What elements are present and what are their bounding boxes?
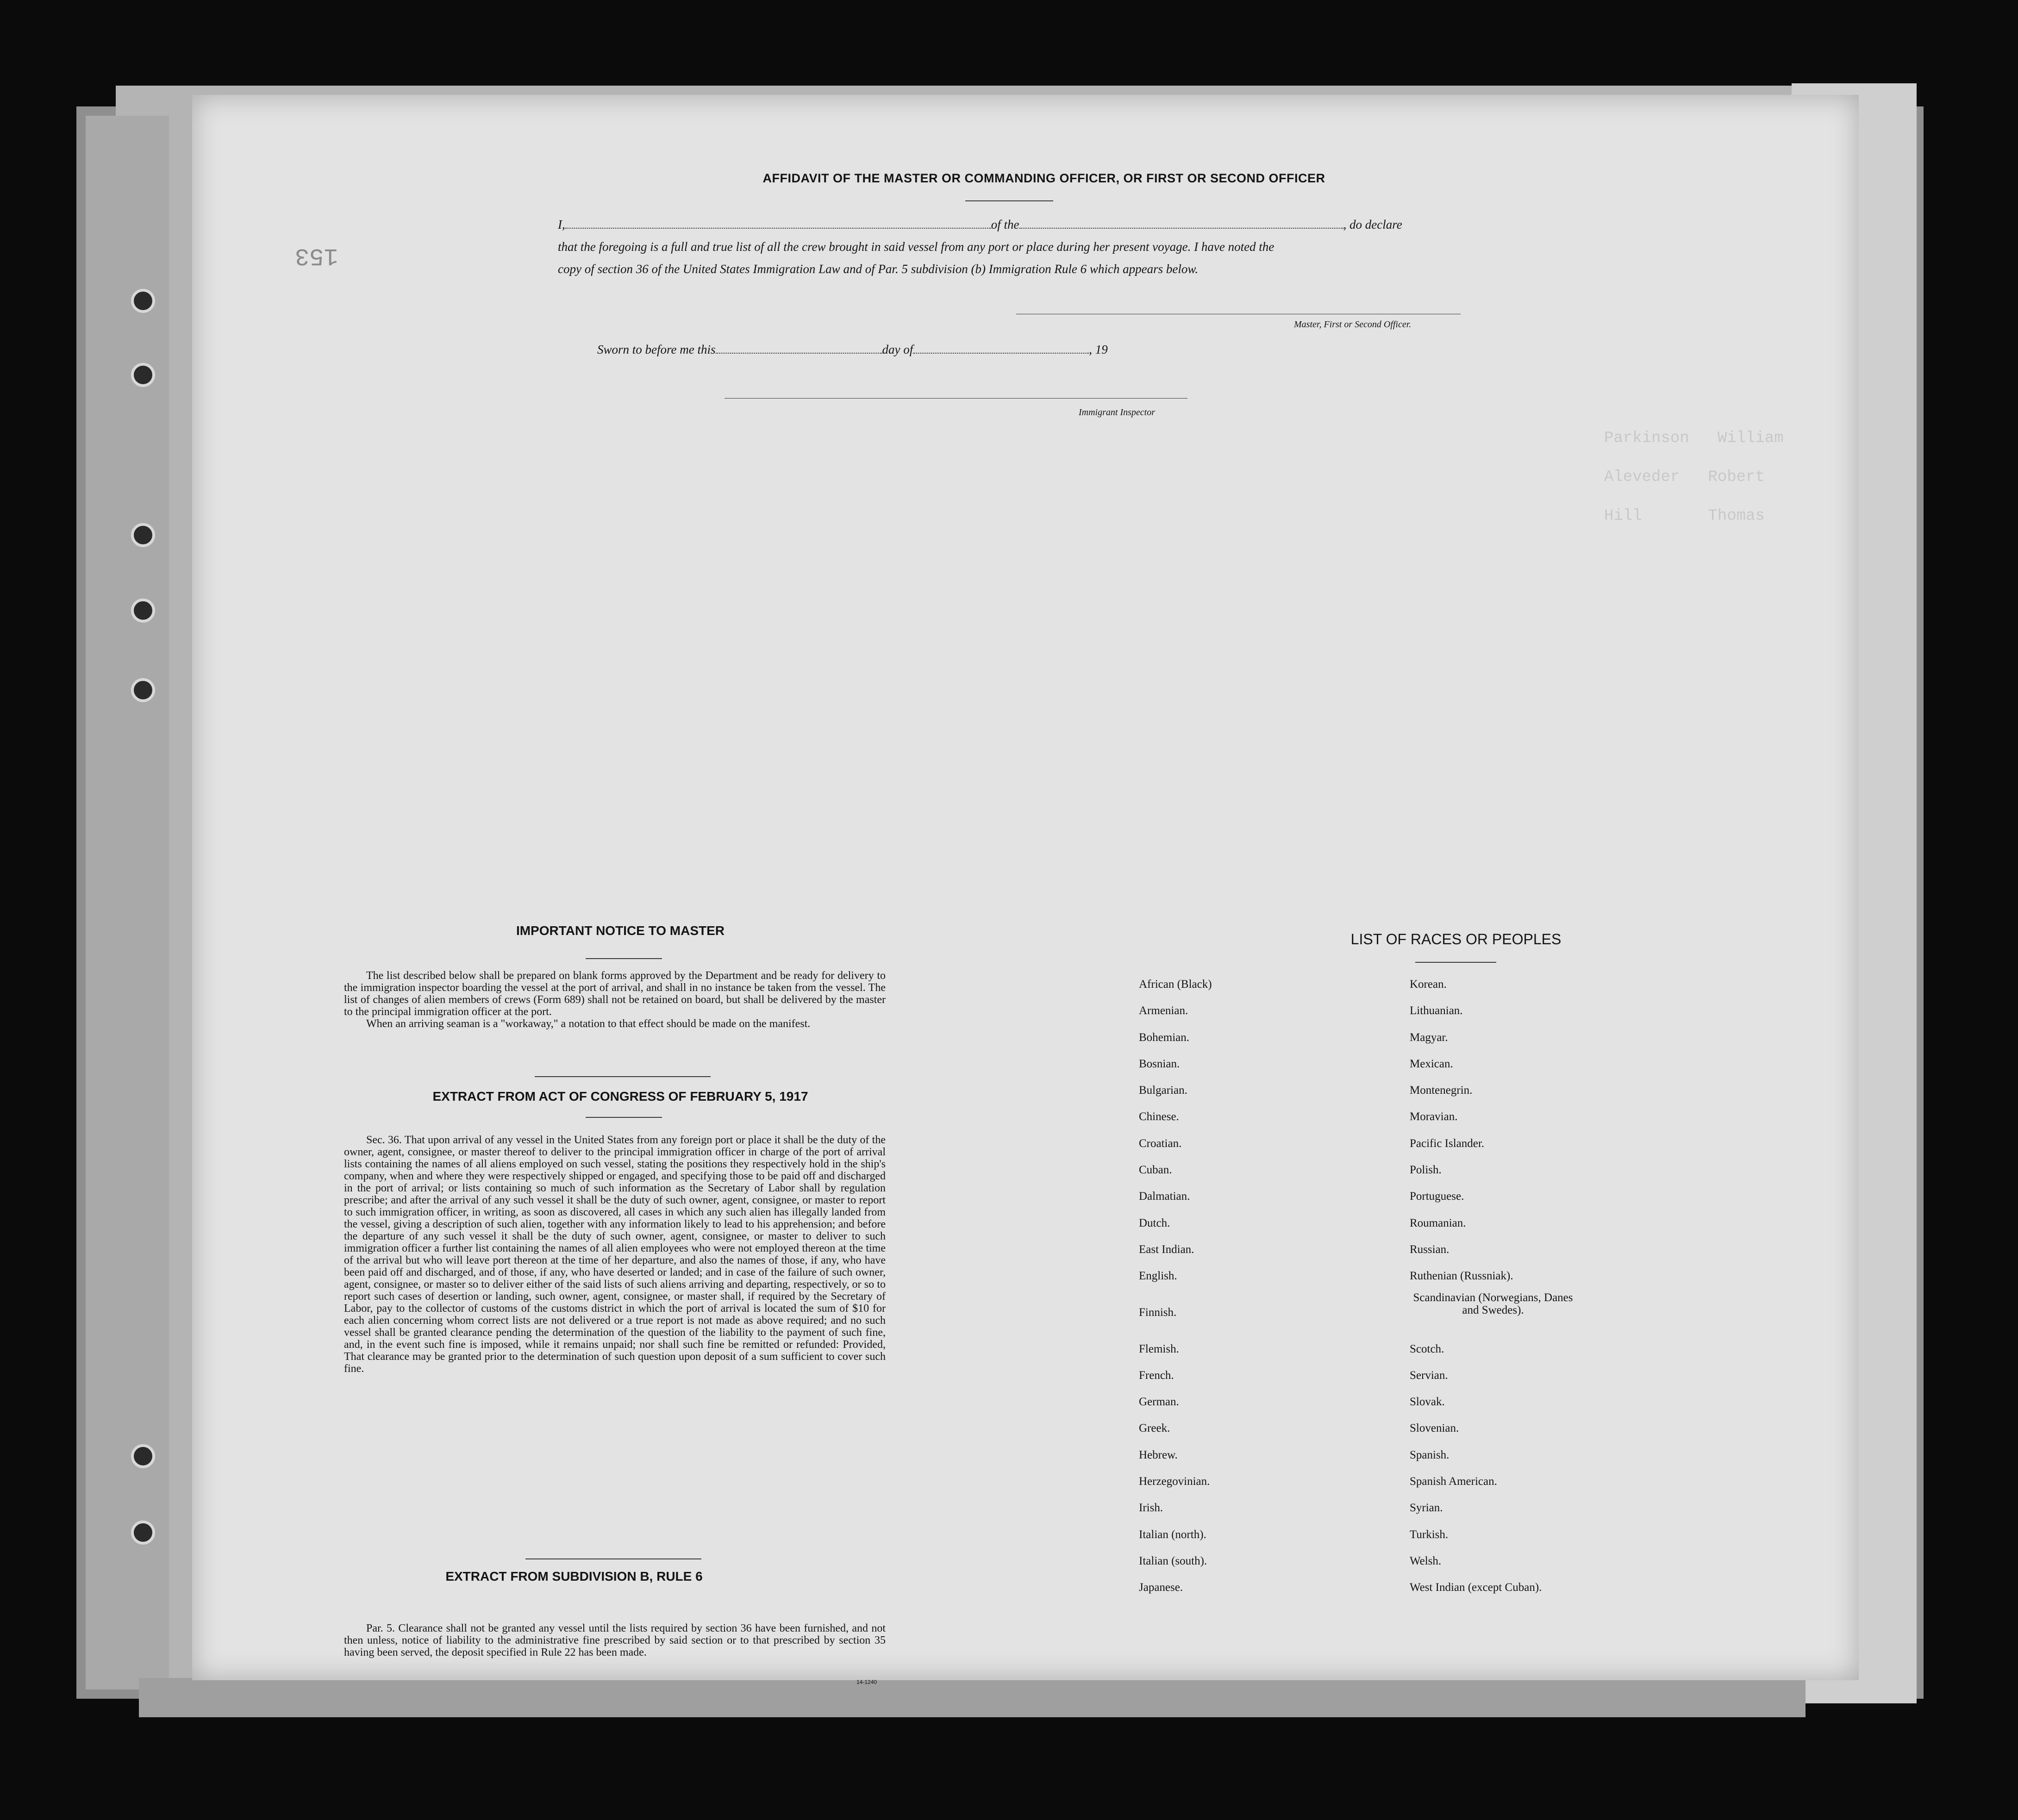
sworn-date-blank	[716, 353, 882, 354]
act-extract-title: EXTRACT FROM ACT OF CONGRESS OF FEBRUARY 5, 1917	[432, 1089, 808, 1103]
race-item: French.	[1139, 1369, 1174, 1382]
race-item: Armenian.	[1139, 1004, 1188, 1017]
sworn-month-blank	[913, 353, 1089, 354]
race-item: Italian (south).	[1139, 1554, 1207, 1567]
i-label: I,	[558, 218, 565, 231]
race-item: Irish.	[1139, 1502, 1163, 1515]
race-item: West Indian (except Cuban).	[1410, 1581, 1542, 1594]
race-item: Cuban.	[1139, 1164, 1172, 1177]
declaration-line	[558, 218, 1402, 232]
notice-title: IMPORTANT NOTICE TO MASTER	[516, 923, 725, 938]
notice-paragraph: The list described below shall be prepared on blank forms approved by the Department and be ready for delivery to the immigration inspector boarding the vessel at the port of arrival, and shall in no instance be taken from the vessel. The list of changes of alien members of crews (Form 689) shall not be retained on board, but shall be delivered by the master to the principal immigration officer at the port.	[344, 970, 886, 1018]
race-item: Slovak.	[1410, 1396, 1445, 1409]
binding-hole-icon	[131, 523, 155, 547]
race-item: Mexican.	[1410, 1057, 1453, 1070]
do-declare-label: , do declare	[1343, 218, 1402, 231]
sworn-line	[597, 343, 1108, 357]
race-item: Herzegovinian.	[1139, 1475, 1210, 1488]
binding-hole-icon	[131, 1444, 155, 1468]
manifest-page	[192, 95, 1859, 1685]
bottom-fold	[139, 1678, 1806, 1717]
race-item: German.	[1139, 1396, 1179, 1409]
race-item: Polish.	[1410, 1164, 1442, 1177]
races-right-column	[1410, 971, 1576, 1601]
divider	[1415, 962, 1496, 963]
affidavit-title: AFFIDAVIT OF THE MASTER OR COMMANDING OFFICER, OR FIRST OR SECOND OFFICER	[762, 171, 1325, 185]
race-item: Dutch.	[1139, 1216, 1170, 1229]
divider	[965, 200, 1053, 201]
binding-hole-icon	[131, 1521, 155, 1545]
race-item: Hebrew.	[1139, 1448, 1178, 1461]
name-blank	[565, 228, 991, 229]
binding-hole-icon	[131, 289, 155, 313]
race-item: Russian.	[1410, 1243, 1449, 1256]
race-item: Montenegrin.	[1410, 1084, 1473, 1097]
race-item: Bohemian.	[1139, 1031, 1190, 1044]
rule-extract-title: EXTRACT FROM SUBDIVISION B, RULE 6	[445, 1569, 703, 1583]
race-item: Lithuanian.	[1410, 1004, 1463, 1017]
inspector-signature-line	[725, 398, 1187, 399]
day-of-label: day of	[882, 343, 913, 356]
race-item: Slovenian.	[1410, 1422, 1459, 1435]
races-left-column	[1139, 971, 1212, 1601]
year-label: , 19	[1089, 343, 1108, 356]
race-item: Bulgarian.	[1139, 1084, 1187, 1097]
race-item: Scotch.	[1410, 1342, 1444, 1355]
of-the-label: of the	[991, 218, 1019, 231]
divider	[586, 958, 662, 959]
form-number: 14-1240	[856, 1679, 877, 1685]
divider	[535, 1076, 711, 1077]
notice-text	[344, 970, 886, 1030]
race-item: Korean.	[1410, 978, 1447, 991]
race-item: Ruthenian (Russniak).	[1410, 1270, 1513, 1283]
race-item: Turkish.	[1410, 1528, 1449, 1541]
race-item: Spanish.	[1410, 1448, 1449, 1461]
race-item: Roumanian.	[1410, 1216, 1466, 1229]
declaration-text: that the foregoing is a full and true list of all the crew brought in said vessel from any port or place during her present voyage. I have noted the	[558, 240, 1275, 254]
race-item: Scandinavian (Norwegians, Danes and Swedes).	[1413, 1291, 1573, 1316]
race-item: Finnish.	[1139, 1306, 1177, 1319]
race-item: Japanese.	[1139, 1581, 1183, 1594]
race-item: Chinese.	[1139, 1110, 1179, 1123]
declaration-text: copy of section 36 of the United States Immigration Law and of Par. 5 subdivision (b) Immigration Rule 6 which appears below.	[558, 262, 1199, 276]
race-item: Bosnian.	[1139, 1057, 1180, 1070]
divider	[586, 1117, 662, 1118]
race-item: Moravian.	[1410, 1110, 1458, 1123]
left-binding-strip	[86, 116, 169, 1689]
inspector-caption: Immigrant Inspector	[1079, 407, 1155, 418]
race-item: Welsh.	[1410, 1554, 1442, 1567]
race-item: Italian (north).	[1139, 1528, 1206, 1541]
race-item: Syrian.	[1410, 1502, 1443, 1515]
race-item: Pacific Islander.	[1410, 1137, 1485, 1150]
master-caption: Master, First or Second Officer.	[1294, 319, 1412, 330]
act-extract-text	[344, 1134, 886, 1375]
sworn-label: Sworn to before me this	[597, 343, 716, 356]
rule-extract-text	[344, 1622, 886, 1658]
race-item: East Indian.	[1139, 1243, 1194, 1256]
races-title: LIST OF RACES OR PEOPLES	[1350, 931, 1562, 947]
bleed-through-text: Parkinson William Aleveder Robert Hill Thomas	[1604, 430, 1784, 525]
race-item: African (Black)	[1139, 978, 1212, 991]
act-section-36: Sec. 36. That upon arrival of any vessel in the United States from any foreign port or place it shall be the duty of the owner, agent, consignee, or master thereof to deliver to the principal immigration officer in charge of the port of arrival lists containing the names of all aliens employed on such vessel, stating the positions they respectively hold in the ship's company, when and where they were respectively shipped or engaged, and specifying those to be paid off and discharged in the port of arrival; or lists containing so much of such information as the Secretary of Labor shall by regulation prescribe; and after the arrival of any such vessel it shall be the duty of such owner, agent, consignee, or master to report to such immigration officer, in writing, as soon as discovered, all cases in which any such alien has illegally landed from the vessel, giving a description of such alien, together with any information likely to lead to his apprehension; and before the departure of any such vessel it shall be the duty of such owner, agent, consignee, or master to deliver to such immigration officer a further list containing the names of all alien employees who were not employed thereon at the time of the arrival but who will leave port thereon at the time of her departure, and also the names of those, if any, who have been paid off and discharged, and of those, if any, who have deserted or landed; and in case of the failure of such owner, agent, consignee, or master so to deliver either of the said lists of such aliens arriving and departing, respectively, or so to report such cases of desertion or landing, such owner, agent, consignee, or master shall, if required by the Secretary of Labor, pay to the collector of customs of the customs district in which the port of arrival is located the sum of $10 for each alien concerning whom correct lists are not delivered or a true report is not made as above required; and no such vessel shall be granted clearance pending the determination of the question of the liability to the payment of such fine, and, in the event such fine is imposed, while it remains unpaid; nor shall such fine be remitted or refunded: Provided, That clearance may be granted prior to the determination of such question upon deposit of a sum sufficient to cover such fine.	[344, 1134, 886, 1375]
race-item: Croatian.	[1139, 1137, 1182, 1150]
race-item: Greek.	[1139, 1422, 1170, 1435]
race-item: Flemish.	[1139, 1342, 1179, 1355]
binding-hole-icon	[131, 598, 155, 623]
rule-paragraph: Par. 5. Clearance shall not be granted any vessel until the lists required by section 36 have been furnished, and not then unless, notice of liability to the administrative fine prescribed by said section or to that prescribed by section 35 having been served, the deposit specified in Rule 22 has been made.	[344, 1622, 886, 1658]
notice-paragraph: When an arriving seaman is a "workaway," a notation to that effect should be made on the manifest.	[366, 1018, 811, 1030]
vessel-blank	[1019, 228, 1343, 229]
binding-hole-icon	[131, 678, 155, 702]
divider	[525, 1558, 701, 1559]
race-item: Servian.	[1410, 1369, 1448, 1382]
margin-mark: 153	[295, 242, 338, 269]
race-item: Magyar.	[1410, 1031, 1448, 1044]
binding-hole-icon	[131, 363, 155, 387]
race-item: Spanish American.	[1410, 1475, 1497, 1488]
race-item: Portuguese.	[1410, 1190, 1464, 1203]
race-item: Dalmatian.	[1139, 1190, 1190, 1203]
race-item: English.	[1139, 1270, 1177, 1283]
